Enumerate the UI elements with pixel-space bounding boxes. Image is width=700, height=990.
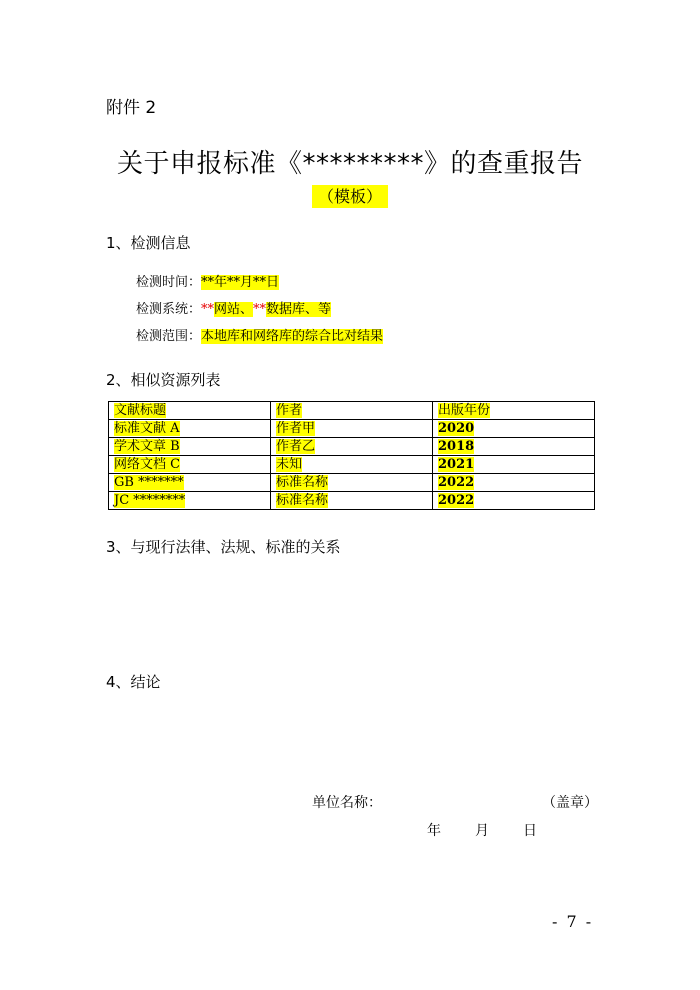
header-author: 作者 — [276, 403, 303, 418]
table-cell — [433, 420, 595, 438]
detection-scope-value: 本地库和网络库的综合比对结果 — [201, 329, 384, 344]
table-cell — [109, 492, 271, 510]
detection-system-row — [136, 298, 331, 317]
table-header-cell — [271, 402, 433, 420]
row-title: JC ******** — [114, 493, 186, 508]
detection-system-part-2: 数据库、等 — [266, 302, 332, 317]
attachment-label: 附件 2 — [106, 98, 157, 118]
date-year-label: 年 — [427, 823, 441, 839]
table-cell — [271, 438, 433, 456]
detection-system-part-1: 网站、 — [214, 302, 254, 317]
template-subtitle: （模板） — [312, 185, 388, 208]
detection-scope-label: 检测范围： — [136, 329, 202, 344]
table-header-row — [109, 402, 595, 420]
table-row — [109, 492, 595, 510]
table-cell — [109, 438, 271, 456]
table-row — [109, 438, 595, 456]
table-cell — [271, 420, 433, 438]
row-title: 网络文档 C — [114, 457, 181, 472]
table-header-cell — [433, 402, 595, 420]
detection-system-prefix-1: ** — [201, 302, 215, 317]
date-day-label: 日 — [523, 823, 537, 839]
table-cell — [271, 456, 433, 474]
row-author: 标准名称 — [276, 475, 329, 490]
unit-name-label: 单位名称： — [312, 795, 382, 811]
header-year: 出版年份 — [438, 403, 491, 418]
table-cell — [433, 492, 595, 510]
date-month-label: 月 — [475, 823, 489, 839]
detection-time-row — [136, 271, 279, 290]
row-title: 学术文章 B — [114, 439, 180, 454]
table-cell — [433, 474, 595, 492]
subtitle-wrapper — [0, 184, 700, 207]
detection-time-label: 检测时间： — [136, 275, 202, 290]
row-year: 2022 — [438, 493, 475, 508]
row-year: 2022 — [438, 475, 475, 490]
table-cell — [109, 474, 271, 492]
signature-date-row — [427, 820, 537, 840]
row-year: 2020 — [438, 421, 475, 436]
page-number: - 7 - — [552, 912, 594, 931]
row-author: 标准名称 — [276, 493, 329, 508]
detection-system-label: 检测系统： — [136, 302, 202, 317]
table-row — [109, 456, 595, 474]
row-author: 作者甲 — [276, 421, 316, 436]
row-title: 标准文献 A — [114, 421, 180, 436]
table-row — [109, 420, 595, 438]
table-cell — [433, 438, 595, 456]
row-author: 未知 — [276, 457, 303, 472]
table-cell — [433, 456, 595, 474]
document-title: 关于申报标准《*********》的查重报告 — [116, 149, 583, 179]
seal-label: （盖章） — [542, 795, 598, 811]
section-heading-relation: 3、与现行法律、法规、标准的关系 — [106, 538, 341, 556]
row-year: 2021 — [438, 457, 475, 472]
table-cell — [271, 474, 433, 492]
detection-time-value: **年**月**日 — [201, 275, 280, 290]
section-heading-similar-resources: 2、相似资源列表 — [106, 371, 221, 389]
detection-scope-row — [136, 325, 383, 344]
section-heading-detection-info: 1、检测信息 — [106, 234, 191, 252]
table-cell — [109, 420, 271, 438]
table-row — [109, 474, 595, 492]
row-title: GB ******* — [114, 475, 184, 490]
section-heading-conclusion: 4、结论 — [106, 673, 161, 691]
table-cell — [271, 492, 433, 510]
row-author: 作者乙 — [276, 439, 316, 454]
table-header-cell — [109, 402, 271, 420]
row-year: 2018 — [438, 439, 475, 454]
similar-resources-table — [108, 401, 595, 510]
table-cell — [109, 456, 271, 474]
header-title: 文献标题 — [114, 403, 167, 418]
detection-system-prefix-2: ** — [253, 302, 267, 317]
